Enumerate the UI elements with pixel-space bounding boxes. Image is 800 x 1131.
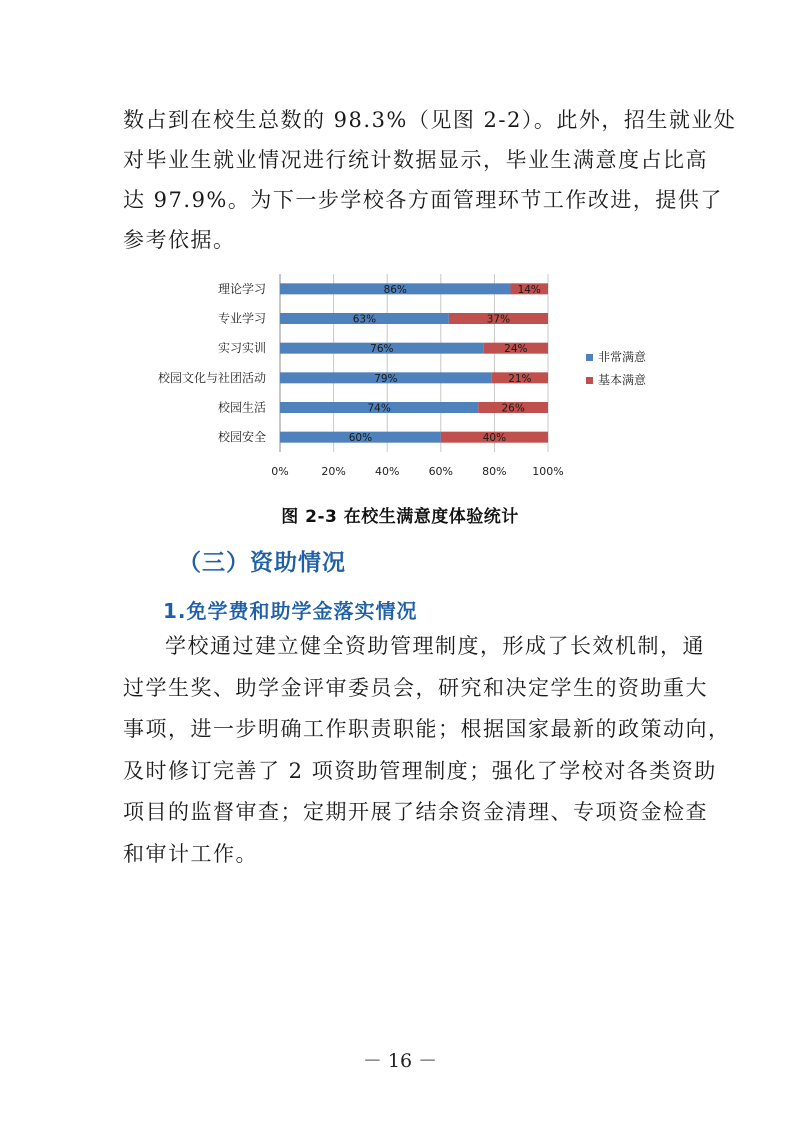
paragraph-line: 参考依据。 (123, 228, 236, 252)
legend-swatch (586, 354, 593, 361)
data-label: 79% (374, 372, 398, 385)
x-tick-label: 60% (428, 465, 454, 478)
paragraph-line: 及时修订完善了 2 项资助管理制度；强化了学校对各类资助 (123, 758, 717, 783)
paragraph-line: 学校通过建立健全资助管理制度，形成了长效机制，通 (165, 634, 705, 658)
x-tick-label: 0% (271, 465, 289, 478)
data-label: 63% (352, 313, 377, 326)
figure-caption: 图 2-3 在校生满意度体验统计 (281, 507, 519, 527)
x-tick-label: 80% (482, 465, 507, 478)
data-label: 37% (486, 313, 511, 326)
paragraph-line: 事项，进一步明确工作职责职能；根据国家最新的政策动向， (123, 717, 731, 741)
satisfaction-chart (0, 0, 800, 500)
subsection-heading: 1.免学费和助学金落实情况 (163, 599, 418, 623)
data-label: 24% (504, 343, 528, 356)
data-label: 21% (508, 372, 532, 385)
paragraph-line: 项目的监督审查；定期开展了结余资金清理、专项资金检查 (123, 800, 708, 824)
x-tick-label: 40% (374, 465, 400, 478)
section-heading: （三）资助情况 (178, 550, 346, 576)
paragraph-line: 对毕业生就业情况进行统计数据显示，毕业生满意度占比高 (123, 148, 708, 172)
data-label: 26% (501, 402, 525, 415)
data-label: 74% (367, 402, 391, 415)
paragraph-line: 达 97.9%。为下一步学校各方面管理环节工作改进，提供了 (123, 188, 723, 212)
category-label: 专业学习 (217, 311, 266, 326)
paragraph-line: 数占到在校生总数的 98.3%（见图 2-2）。此外，招生就业处 (123, 108, 737, 132)
category-label: 实习实训 (217, 341, 266, 356)
legend-label: 非常满意 (598, 350, 647, 364)
category-label: 校园安全 (217, 430, 266, 445)
paragraph-line: 过学生奖、助学金评审委员会，研究和决定学生的资助重大 (123, 675, 708, 700)
page-number: － 16 － (362, 1050, 438, 1072)
x-tick-label: 100% (532, 465, 564, 478)
legend-label: 基本满意 (598, 373, 647, 387)
paragraph-line: 和审计工作。 (123, 841, 258, 866)
x-tick-label: 20% (321, 465, 346, 478)
category-label: 理论学习 (217, 281, 266, 296)
legend-swatch (586, 377, 593, 384)
category-label: 校园文化与社团活动 (157, 370, 266, 385)
data-label: 86% (383, 283, 407, 296)
data-label: 76% (370, 343, 394, 356)
category-label: 校园生活 (217, 400, 266, 415)
data-label: 14% (517, 283, 541, 296)
data-label: 60% (348, 432, 373, 445)
funding-paragraph (123, 626, 731, 875)
data-label: 40% (482, 432, 507, 445)
